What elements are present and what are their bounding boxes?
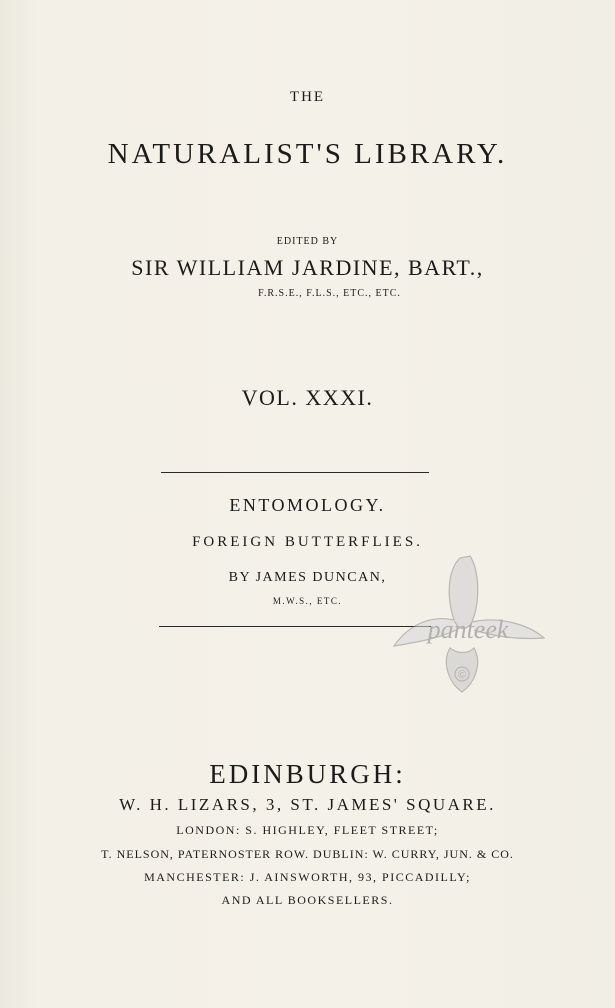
- imprint-city: EDINBURGH:: [209, 759, 406, 789]
- editor-name: SIR WILLIAM JARDINE, BART.,: [131, 255, 484, 280]
- publisher-line-1: W. H. LIZARS, 3, ST. JAMES' SQUARE.: [119, 795, 496, 814]
- publisher-line-2: LONDON: S. HIGHLEY, FLEET STREET;: [176, 823, 439, 837]
- book-subtitle: FOREIGN BUTTERFLIES.: [192, 534, 423, 550]
- author-credentials: M.W.S., ETC.: [272, 596, 343, 606]
- publisher-line-5: AND ALL BOOKSELLERS.: [221, 893, 394, 907]
- series-title: NATURALIST'S LIBRARY.: [107, 138, 508, 170]
- edited-by-label: EDITED BY: [276, 236, 339, 247]
- author-name: BY JAMES DUNCAN,: [228, 570, 387, 585]
- copyright-symbol: ©: [457, 669, 467, 681]
- publisher-line-3: T. NELSON, PATERNOSTER ROW. DUBLIN: W. CURRY, JUN. & CO.: [101, 847, 514, 861]
- butterfly-watermark-icon: [388, 550, 548, 700]
- volume-number: VOL. XXXI.: [241, 385, 374, 410]
- editor-credentials: F.R.S.E., F.L.S., ETC., ETC.: [258, 288, 401, 299]
- watermark-text: panteek: [427, 615, 509, 644]
- divider-top: [161, 472, 429, 473]
- series-the: THE: [289, 89, 326, 105]
- publisher-line-4: MANCHESTER: J. AINSWORTH, 93, PICCADILLY;: [144, 870, 471, 884]
- subject-heading: ENTOMOLOGY.: [229, 495, 386, 515]
